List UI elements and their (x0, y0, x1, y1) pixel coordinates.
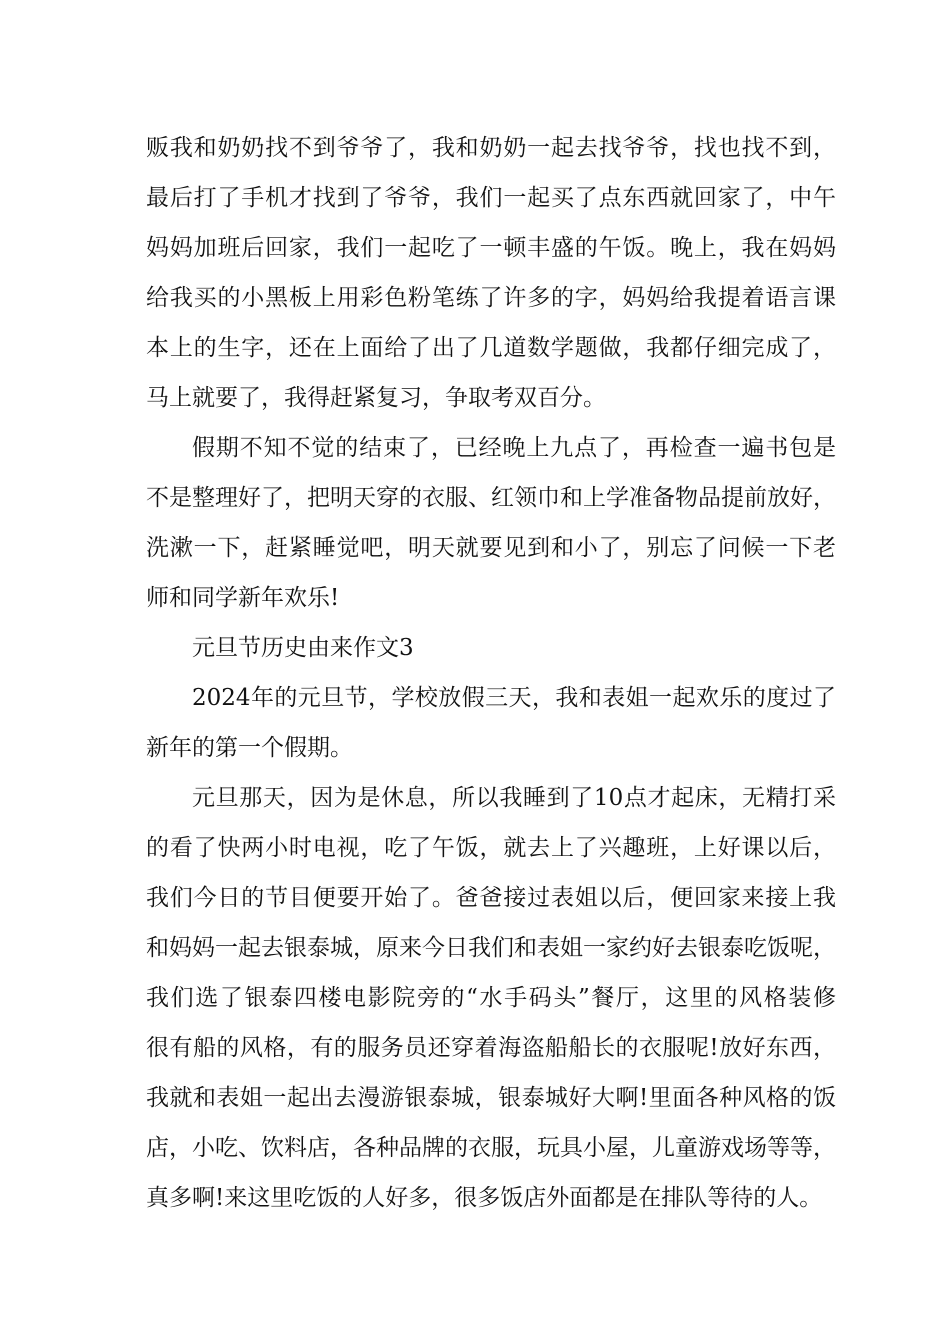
paragraph-start-line: 2024年的元旦节，学校放假三天，我和表姐一起欢乐的度过了 (192, 685, 836, 711)
paragraph-start-line: 元旦那天，因为是休息，所以我睡到了10点才起床，无精打采 (192, 785, 836, 811)
section-heading: 元旦节历史由来作文3 (192, 635, 414, 661)
text-line: 店，小吃、饮料店，各种品牌的衣服，玩具小屋，儿童游戏场等等， (146, 1135, 836, 1161)
text-line: 我们选了银泰四楼电影院旁的“水手码头”餐厅，这里的风格装修 (146, 985, 836, 1011)
text-line: 马上就要了，我得赶紧复习，争取考双百分。 (146, 385, 606, 411)
text-line: 我们今日的节目便要开始了。爸爸接过表姐以后，便回家来接上我 (146, 885, 836, 911)
text-line: 妈妈加班后回家，我们一起吃了一顿丰盛的午饭。晚上，我在妈妈 (146, 235, 836, 261)
text-line: 我就和表姐一起出去漫游银泰城，银泰城好大啊!里面各种风格的饭 (146, 1085, 836, 1111)
text-line: 不是整理好了，把明天穿的衣服、红领巾和上学准备物品提前放好， (146, 485, 836, 511)
text-line: 贩我和奶奶找不到爷爷了，我和奶奶一起去找爷爷，找也找不到， (146, 135, 836, 161)
text-line: 师和同学新年欢乐! (146, 585, 340, 611)
text-line: 真多啊!来这里吃饭的人好多，很多饭店外面都是在排队等待的人。 (146, 1185, 823, 1211)
text-line: 的看了快两小时电视，吃了午饭，就去上了兴趣班，上好课以后， (146, 835, 836, 861)
text-line: 本上的生字，还在上面给了出了几道数学题做，我都仔细完成了， (146, 335, 836, 361)
text-line: 很有船的风格，有的服务员还穿着海盗船船长的衣服呢!放好东西， (146, 1035, 836, 1061)
text-line: 给我买的小黑板上用彩色粉笔练了许多的字，妈妈给我提着语言课 (146, 285, 836, 311)
text-line: 最后打了手机才找到了爷爷，我们一起买了点东西就回家了，中午 (146, 185, 836, 211)
text-line: 和妈妈一起去银泰城，原来今日我们和表姐一家约好去银泰吃饭呢， (146, 935, 836, 961)
text-line: 新年的第一个假期。 (146, 735, 353, 761)
text-line: 洗漱一下，赶紧睡觉吧，明天就要见到和小了，别忘了问候一下老 (146, 535, 836, 561)
paragraph-start-line: 假期不知不觉的结束了，已经晚上九点了，再检查一遍书包是 (192, 435, 836, 461)
